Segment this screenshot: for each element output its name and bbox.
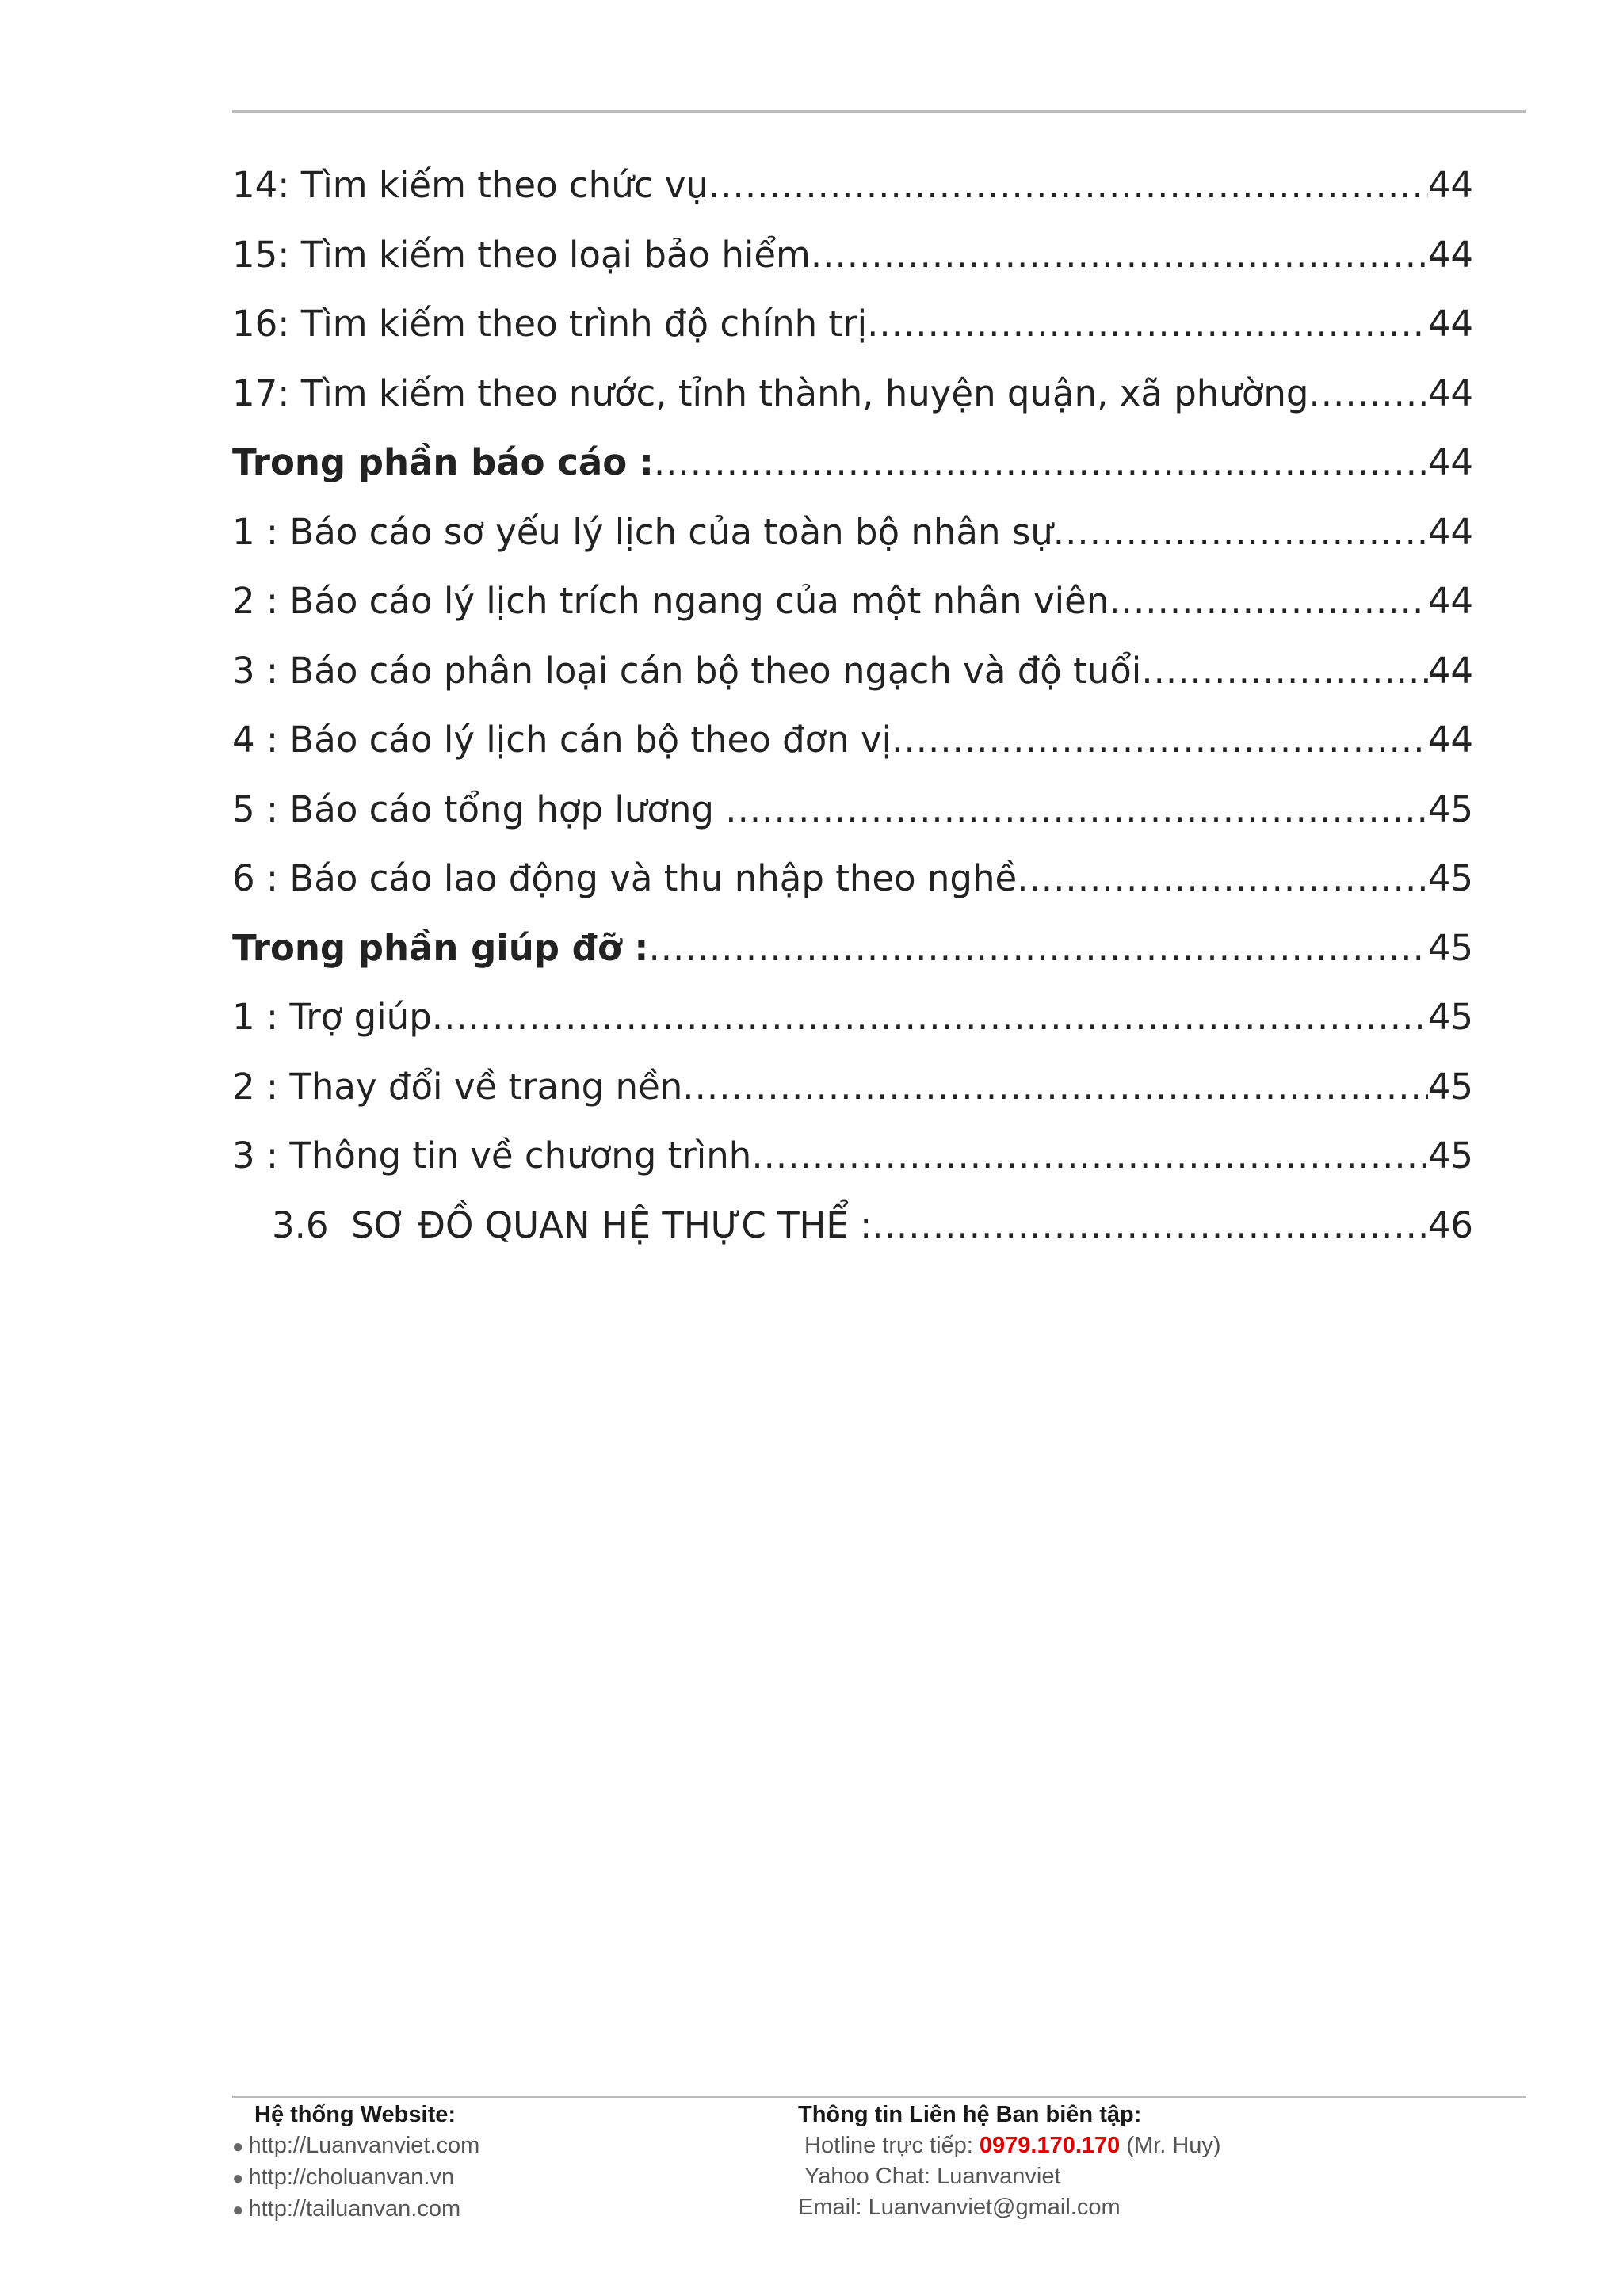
toc-entry[interactable] [232, 982, 1473, 1052]
hotline-label: Hotline trực tiếp: [804, 2133, 980, 2158]
hotline-line [798, 2130, 1221, 2161]
toc-leader-dots [751, 1121, 1427, 1191]
toc-page-number: 45 [1427, 788, 1473, 830]
bullet-icon: ● [232, 2168, 244, 2189]
bullet-icon: ● [232, 2199, 244, 2221]
toc-page-number: 44 [1427, 303, 1473, 345]
toc-entry-text: 2 : Báo cáo lý lịch trích ngang của một nhân viên [232, 580, 1109, 622]
toc-entry[interactable] [232, 775, 1473, 845]
toc-leader-dots [1109, 566, 1427, 636]
toc-page-number: 44 [1427, 164, 1473, 206]
toc-section-heading[interactable] [232, 913, 1473, 983]
toc-leader-dots [1053, 498, 1428, 567]
toc-leader-dots [725, 775, 1427, 845]
website-url[interactable]: http://Luanvanviet.com [248, 2133, 480, 2158]
toc-entry[interactable] [232, 636, 1473, 706]
toc-page-number: 44 [1427, 372, 1473, 414]
website-link[interactable] [232, 2194, 479, 2225]
toc-leader-dots [1141, 636, 1427, 706]
footer-websites [232, 2100, 479, 2225]
toc-entry[interactable] [232, 844, 1473, 913]
toc-page-number: 44 [1427, 649, 1473, 692]
contact-email[interactable]: Email: Luanvanviet@gmail.com [798, 2195, 1121, 2220]
toc-entry-text: 2 : Thay đổi về trang nền [232, 1065, 683, 1108]
toc-page-number: 44 [1427, 510, 1473, 553]
table-of-contents [232, 151, 1473, 1260]
toc-leader-dots [872, 1191, 1427, 1261]
toc-leader-dots [708, 151, 1428, 220]
footer-contact-heading: Thông tin Liên hệ Ban biên tập: [798, 2102, 1142, 2127]
header-rule [232, 110, 1526, 113]
toc-entry-text: 17: Tìm kiếm theo nước, tỉnh thành, huyện quận, xã phường [232, 372, 1309, 414]
toc-leader-dots [1017, 844, 1428, 913]
toc-section-heading[interactable] [232, 428, 1473, 498]
toc-entry-text: Trong phần báo cáo : [232, 441, 654, 483]
toc-leader-dots [654, 428, 1428, 498]
toc-entry-text: 15: Tìm kiếm theo loại bảo hiểm [232, 233, 811, 276]
toc-leader-dots [648, 913, 1427, 983]
hotline-suffix: (Mr. Huy) [1120, 2133, 1221, 2158]
toc-entry[interactable] [232, 1121, 1473, 1191]
toc-page-number: 45 [1427, 996, 1473, 1038]
toc-leader-dots [811, 220, 1428, 290]
toc-page-number: 44 [1427, 441, 1473, 483]
footer-rule [232, 2096, 1526, 2098]
toc-entry-text: 3 : Thông tin về chương trình [232, 1135, 752, 1177]
footer-websites-heading: Hệ thống Website: [254, 2102, 456, 2127]
toc-subsection-entry[interactable] [232, 1191, 1473, 1261]
website-link[interactable] [232, 2130, 479, 2162]
toc-leader-dots [867, 289, 1428, 359]
toc-entry-text: 5 : Báo cáo tổng hợp lương [232, 788, 726, 830]
toc-entry-text: Trong phần giúp đỡ : [232, 926, 649, 969]
toc-entry-text: 1 : Trợ giúp [232, 996, 432, 1038]
toc-entry[interactable] [232, 151, 1473, 220]
toc-entry-text: 16: Tìm kiếm theo trình độ chính trị [232, 303, 868, 345]
toc-entry[interactable] [232, 289, 1473, 359]
toc-entry[interactable] [232, 498, 1473, 567]
yahoo-chat: Yahoo Chat: Luanvanviet [804, 2164, 1061, 2189]
toc-page-number: 44 [1427, 233, 1473, 276]
toc-entry[interactable] [232, 566, 1473, 636]
website-link[interactable] [232, 2162, 479, 2194]
toc-page-number: 44 [1427, 719, 1473, 761]
toc-page-number: 45 [1427, 1065, 1473, 1108]
toc-page-number: 45 [1427, 857, 1473, 899]
website-url[interactable]: http://choluanvan.vn [248, 2164, 455, 2190]
toc-entry-text: 4 : Báo cáo lý lịch cán bộ theo đơn vị [232, 719, 892, 761]
toc-entry-text: 14: Tìm kiếm theo chức vụ [232, 164, 708, 206]
toc-leader-dots [682, 1052, 1427, 1122]
website-url[interactable]: http://tailuanvan.com [248, 2196, 461, 2222]
toc-entry[interactable] [232, 705, 1473, 775]
toc-entry[interactable] [232, 1052, 1473, 1122]
toc-page-number: 44 [1427, 580, 1473, 622]
toc-leader-dots [1308, 359, 1427, 429]
toc-page-number: 46 [1427, 1203, 1473, 1246]
toc-leader-dots [432, 982, 1428, 1052]
toc-entry-text: 6 : Báo cáo lao động và thu nhập theo nghề [232, 857, 1018, 899]
toc-leader-dots [892, 705, 1428, 775]
toc-page-number: 45 [1427, 1135, 1473, 1177]
toc-entry[interactable] [232, 220, 1473, 290]
toc-entry-text: 3 : Báo cáo phân loại cán bộ theo ngạch và độ tuổi [232, 649, 1142, 692]
footer-contact [798, 2100, 1221, 2223]
toc-entry-text: 3.6 SƠ ĐỒ QUAN HỆ THỰC THỂ : [272, 1203, 873, 1246]
toc-entry-text: 1 : Báo cáo sơ yếu lý lịch của toàn bộ nhân sự [232, 510, 1053, 553]
bullet-icon: ● [232, 2136, 244, 2157]
toc-page-number: 45 [1427, 926, 1473, 969]
hotline-number[interactable]: 0979.170.170 [979, 2133, 1121, 2158]
toc-entry[interactable] [232, 359, 1473, 429]
